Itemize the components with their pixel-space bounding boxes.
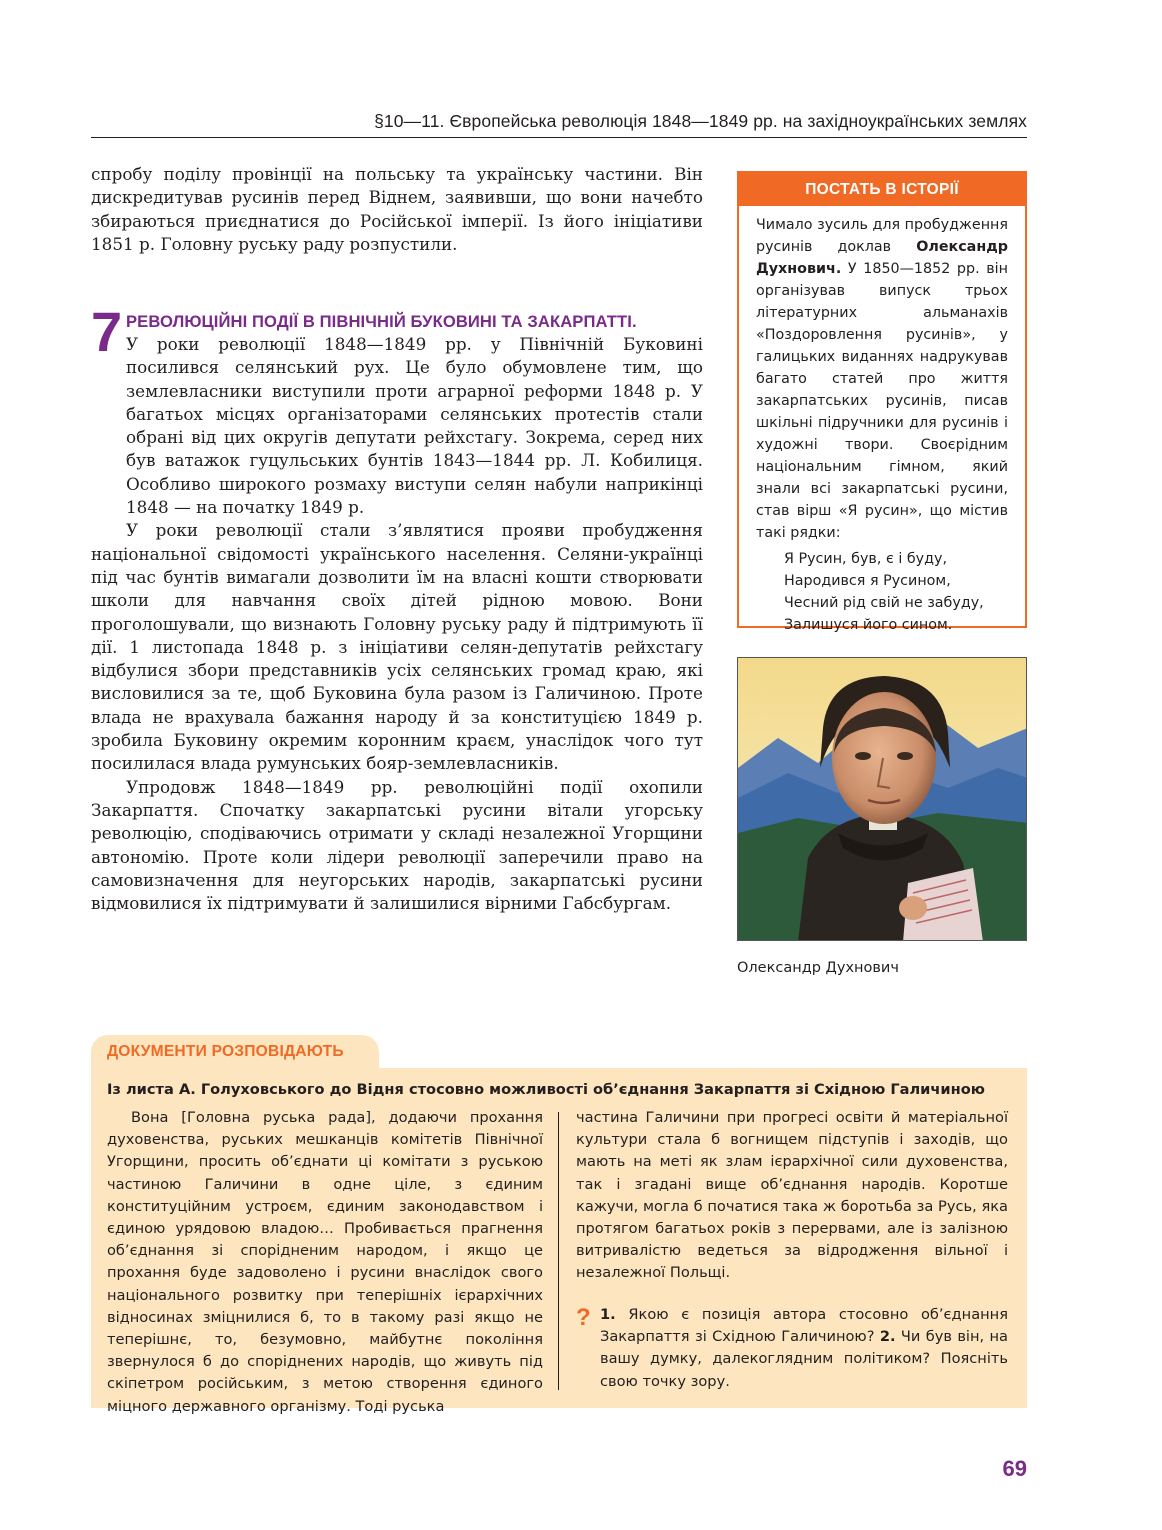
documents-left-column: Вона [Головна руська рада], додаючи прохання духовенства, руських мешканців комітетів Північної Угорщини, просить об’єднати ці комітати з руською частиною Галичини в одне ціле, з єдиним конституційним устроєм, єдиним законодавством і єдиною урядовою владою… Пробивається прагнення об’єднання зі спорідненим народом, і якщо це прохання буде задоволено і русини внаслідок свого національного розвитку при теперішніх ієрархічних відносинах зміцнилися б, то в такому разі якщо не теперішнє, то, безумовно, майбутнє покоління звернулося б до споріднених народів, що живуть під скіпетром російським, з метою створення єдиного міцного державного організму. Тоді руська <box>107 1109 543 1415</box>
poem-line: Народився я Русином, <box>784 573 951 589</box>
intro-paragraph: спробу поділу провінції на польську та українську частини. Він дискредитував русинів перед Віднем, заявивши, що вони начебто збираються приєднатися до Російської імперії. Із його ініціативи 1851 р. Головну руську раду розпустили. <box>91 164 703 254</box>
portrait-illustration <box>738 658 1027 941</box>
portrait-caption: Олександр Духнович <box>737 960 899 976</box>
figure-box-body <box>739 206 1025 636</box>
question-text <box>600 1304 1008 1393</box>
figure-text-after: У 1850—1852 рр. він організував випуск трьох літературних альманахів «Поздоровлення русинів», у галицьких виданнях надрукував багато статей про життя закарпатських русинів, писав шкільні підручники для русинів і художні твори. Своєрідним національним гімном, який знали всі закарпатські русини, став вірш «Я русин», що містив такі рядки: <box>756 261 1008 541</box>
documents-right-column: частина Галичини при прогресі освіти й матеріальної культури стала б вогнищем підступів і заходів, що мають на меті як злам ієрархічної сили духовенства, так і згадані вище об’єднання народів. Коротше кажучи, могла б початися така ж боротьба за Русь, яка протягом багатьох років з перервами, але із залізною витривалістю ведеться за відродження вільної і незалежної Польщі. <box>576 1109 1008 1282</box>
poem <box>756 548 1008 636</box>
question-2-number: 2. <box>879 1328 896 1346</box>
poem-line: Чесний рід свій не забуду, <box>784 595 984 611</box>
documents-tab-label: ДОКУМЕНТИ РОЗПОВІДАЮТЬ <box>107 1043 344 1060</box>
figure-box-header: ПОСТАТЬ В ІСТОРІЇ <box>739 173 1025 206</box>
section-paragraph: Упродовж 1848—1849 рр. революційні події охопили Закарпаття. Спочатку закарпатські русини вітали угорську революцію, сподіваючись отримати у складі незалежної Угорщини автономію. Проте коли лідери революції заперечили право на самовизначення для неугорських народів, закарпатські русини відмовилися їх підтримувати й залишилися вірними Габсбургам. <box>91 776 703 914</box>
portrait-image <box>737 657 1027 941</box>
page-number: 69 <box>1002 1456 1027 1481</box>
documents-divider <box>558 1112 559 1390</box>
section-body <box>91 333 703 915</box>
question-icon: ? <box>576 1304 591 1331</box>
figure-name: Олександр Духнович. <box>756 239 1008 277</box>
poem-line: Залишуся його сином. <box>784 617 953 633</box>
section-number: 7 <box>91 300 123 363</box>
question-1-text: Якою є позиція автора стосовно об’єднання Закарпаття зі Східною Галичиною? <box>600 1306 1008 1346</box>
question-1-number: 1. <box>600 1306 616 1323</box>
figure-box <box>737 171 1027 633</box>
section-paragraph: У роки революції 1848—1849 рр. у Північній Буковині посилився селянський рух. Це було обумовлене тим, що землевласники виступили проти аграрної реформи 1848 р. У багатьох місцях організаторами селянських протестів стали обрані від цих округів депутати рейхстагу. Зокрема, серед них був ватажок гуцульських бунтів 1843—1844 рр. Л. Кобилиця. Особливо широкого розмаху виступи селян набули наприкінці 1848 — на початку 1849 р. <box>126 334 703 518</box>
running-header: §10—11. Європейська революція 1848—1849 рр. на західноукраїнських землях <box>374 111 1027 131</box>
question-block <box>576 1304 1008 1393</box>
documents-title: Із листа А. Голуховського до Відня стосовно можливості об’єднання Закарпаття зі Східною Галичиною <box>107 1081 985 1098</box>
header-rule <box>91 137 1027 138</box>
question-2-text: Чи був він, на вашу думку, далекоглядним політиком? Поясніть свою точку зору. <box>600 1328 1009 1390</box>
figure-text-before: Чимало зусиль для пробудження русинів доклав <box>756 217 1008 255</box>
poem-line: Я Русин, був, є і буду, <box>784 551 948 567</box>
section-paragraph: У роки революції стали з’являтися прояви пробудження національної свідомості українського населення. Селяни-українці під час бунтів вимагали дозволити їм на власні кошти створювати школи для навчання своїх дітей рідною мовою. Вони проголошували, що визнають Головну руську раду й підтримують її дії. 1 листопада 1848 р. з ініціативи селян-депутатів рейхстагу відбулися збори представників усіх селянських громад краю, які висловилися за те, щоб Буковина була разом із Галичиною. Проте влада не врахувала бажання народу й за конституцією 1849 р. зробила Буковину окремим коронним краєм, унаслідок чого тут посилилася влада румунських бояр-землевласників. <box>91 520 703 774</box>
section-title: РЕВОЛЮЦІЙНІ ПОДІЇ В ПІВНІЧНІЙ БУКОВИНІ ТА ЗАКАРПАТТІ. <box>126 312 637 331</box>
